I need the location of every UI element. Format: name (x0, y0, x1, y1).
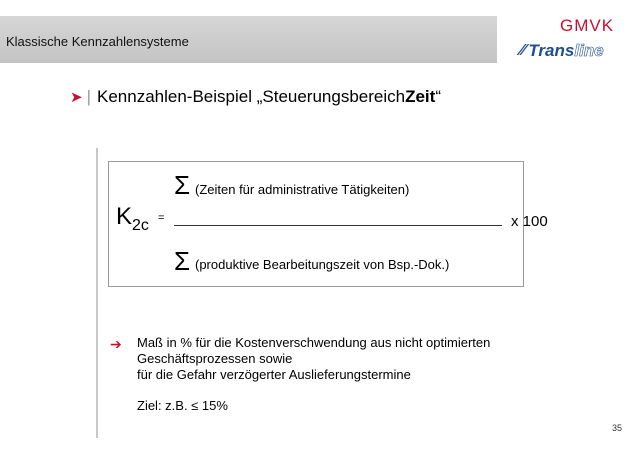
goal-text: Ziel: z.B. ≤ 15% (137, 398, 228, 413)
formula-variable-sub: 2c (132, 217, 149, 234)
formula-variable (116, 203, 149, 235)
left-vertical-rule (96, 148, 98, 438)
formula-denominator: (produktive Bearbeitungszeit von Bsp.-Dok.) (195, 257, 450, 272)
heading-text-suffix: “ (435, 87, 441, 106)
transline-logo-part2: line (574, 41, 604, 60)
formula-multiplier: x 100 (511, 213, 548, 230)
right-chevron-icon: ➤ (70, 89, 83, 106)
page-number: 35 (612, 423, 623, 433)
heading-divider: | (86, 87, 91, 106)
formula-equals: = (158, 212, 165, 224)
heading-text-prefix: Kennzahlen-Beispiel „Steuerungsbereich (97, 87, 406, 106)
bullet-line-2: Geschäftsprozessen sowie (137, 351, 293, 366)
gmvk-logo: GMVK (560, 16, 615, 35)
transline-mark-icon: ⁄⁄ (520, 42, 526, 59)
bullet-line-1: Maß in % für die Kostenverschwendung aus nicht optimierten (137, 335, 491, 350)
sigma-numerator: Σ (174, 170, 191, 200)
transline-logo-part1: Trans (528, 41, 575, 60)
slide-heading (70, 87, 441, 107)
transline-logo (520, 40, 604, 62)
right-arrow-icon: ➔ (110, 336, 122, 352)
slide-section-title: Klassische Kennzahlensysteme (6, 34, 189, 49)
heading-text-bold: Zeit (405, 87, 436, 106)
sigma-denominator: Σ (174, 246, 191, 276)
bullet-line-3: für die Gefahr verzögerter Auslieferungstermine (137, 367, 411, 382)
formula-variable-main: K (116, 203, 133, 230)
formula-numerator: (Zeiten für administrative Tätigkeiten) (195, 182, 410, 197)
fraction-line (174, 225, 502, 226)
